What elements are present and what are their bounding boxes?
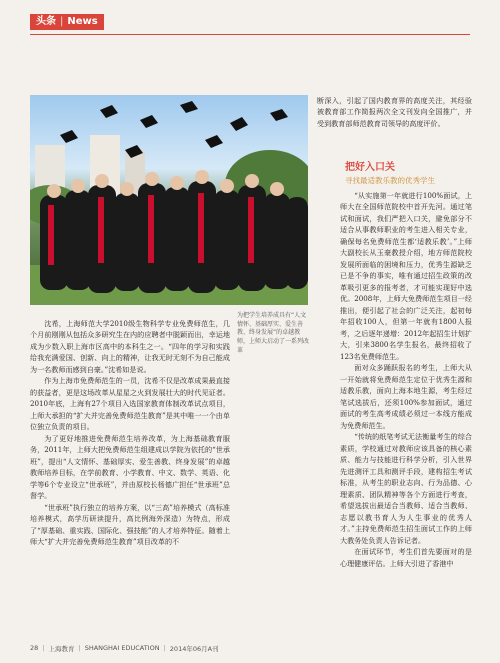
article-column-2 bbox=[340, 190, 472, 569]
paragraph: 为了更好地推进免费师范生培养改革，为上海基础教育服务，2011年，上师大把免费师范生组建成以学院为依托的“世承班”，提出“人文情怀、基础厚实、爱生善教、终身发展”的卓越教师培养目标，在学前教育、小学教育、中文、数学、英语、化学等6个专业设立“世承班”，并由原校长杨德广担任“世承班”总督学。 bbox=[30, 433, 230, 501]
paragraph: “传统的纸笔考试无法衡量考生的综合素质，学校通过对教师应该具备的核心素质、能力与技能进行科学分析，引入世界先进测评工具和测评手段，建构招生考试标准，从考生的职业志向、行为品德、心理素质、团队精神等各个方面进行考查，希望选拔出最适合当教师、适合当教师、志愿以教书育人为人生事业的优秀人才。”主持免费师范生招生面试工作的上师大教务处负责人告诉记者。 bbox=[340, 432, 472, 545]
section-title: 把好入口关 bbox=[345, 162, 395, 173]
section-subtitle: 寻找最适教乐教的优秀学生 bbox=[345, 176, 435, 185]
paragraph: “从实施第一年就进行100%面试，上师大在全国师范院校中首开先河。通过笔试和面试，我们严把入口关，避免部分不适合从事教师职业的考生进入相关专业，确保每名免费师范生都‘适教乐教’。”上师大副校长从玉豪教授介绍，地方师范院校发展所面临的困境和压力，优秀生源缺乏已是不争的事实，唯有通过招生政策的改革吸引更多的报考者，才可能实现好中选优。2008年，上师大免费师范生项目一经推出，便引起了社会的广泛关注，起初每年招收100人，但第一年就有1800人报考，之后逐年递增：2012年起招生计划扩大，引来3800名学生报名，最终招收了123名免费师范生。 bbox=[340, 191, 472, 361]
paragraph: “世承班”执行独立的培养方案，以“三高”培养模式（高标准培养模式，高学历研读提升，高比例海外深造）为特点，形成了“厚基础、重实践、国际化、强技能”的人才培养特征。随着上师大“扩大并完善免费师范生教育”项目改革的不 bbox=[30, 502, 230, 547]
page-number: 28 bbox=[30, 644, 39, 652]
footer-separator: | bbox=[42, 644, 45, 652]
paragraph: 作为上海市免费师范生的一员，沈希不仅是改革成果最直接的获益者，更是这场改革从星星之火到发展壮大的时代见证者。2010年底，上海有27个项目入选国家教育体制改革试点项目，上师大承担的“扩大并完善免费师范生教育”是其中唯一一个由单位独立负责的项目。 bbox=[30, 376, 230, 432]
article-column-2-top bbox=[317, 95, 472, 129]
footer-separator: | bbox=[163, 644, 166, 652]
header-divider bbox=[30, 34, 470, 35]
footer-separator: | bbox=[78, 644, 81, 652]
page-footer bbox=[30, 644, 219, 653]
magazine-name: 上海教育 bbox=[48, 645, 75, 653]
graduation-photo bbox=[30, 95, 308, 305]
section-tag-separator: | bbox=[60, 16, 64, 27]
paragraph: 断深入，引起了国内教育界的高度关注，其经验被教育部工作简报两次全文刊发向全国推广，并受到教育部师范教育司领导的高度评价。 bbox=[317, 96, 472, 128]
section-heading bbox=[345, 162, 485, 187]
photo-caption: 为把学生培养成具有“人文情怀、基础厚实、爱生善教、终身发展”的卓越教师，上师大启动了一系列改革 bbox=[237, 312, 310, 354]
section-tag-label: 头条 bbox=[36, 16, 56, 27]
paragraph: 面对众多踊跃报名的考生，上师大从一开始就将免费师范生定位于优秀生源和适教乐教，面向上海本地生源，考生经过笔试选拔后，还须100%参加面试，通过面试的考生高考成绩必须过一本线方能成为免费师范生。 bbox=[340, 363, 472, 430]
section-tag bbox=[30, 14, 104, 30]
paragraph: 在面试环节，考生们首先要面对的是心理健康评估。上师大引进了香港中 bbox=[340, 547, 472, 568]
section-tag-label-en: News bbox=[67, 16, 98, 27]
article-column-1 bbox=[30, 318, 230, 548]
paragraph: 沈希，上海师范大学2010级生物科学专业免费师范生，几个月前刚刚从包括众多研究生在内的应聘者中脱颖而出，幸运地成为少数入职上海市区高中的本科生之一。“四年的学习和实践给我充满爱国、创新、向上的精神，让我无时无刻不为自己能成为一名教师而感到自豪。”沈希如是说。 bbox=[30, 319, 230, 374]
magazine-name-en: SHANGHAI EDUCATION bbox=[84, 644, 160, 652]
issue-date: 2014年06月A刊 bbox=[169, 645, 219, 653]
